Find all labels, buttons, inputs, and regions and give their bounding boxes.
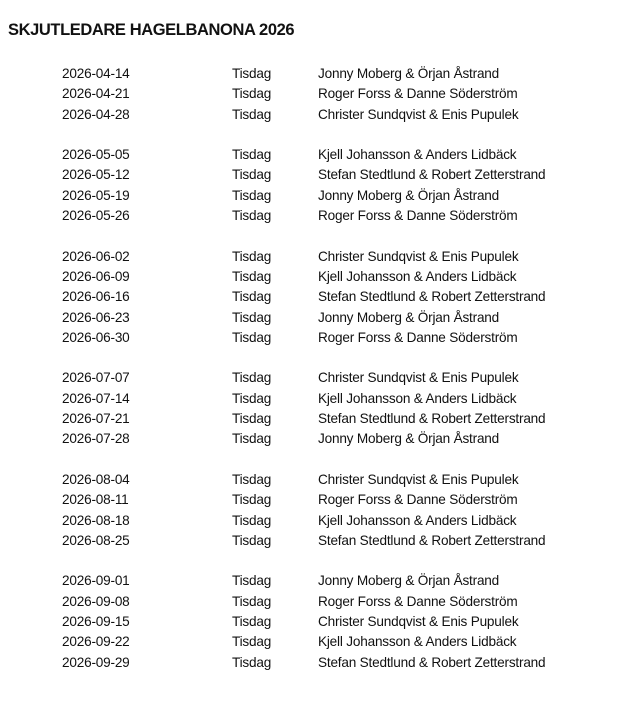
shooting-leaders: Jonny Moberg & Örjan Åstrand — [318, 309, 500, 325]
date: 2026-09-29 — [62, 654, 130, 670]
day: Tisdag — [232, 532, 272, 548]
schedule-row — [0, 84, 644, 104]
date: 2026-04-21 — [62, 86, 130, 102]
date: 2026-08-11 — [62, 492, 129, 508]
schedule-row — [0, 267, 644, 287]
date: 2026-07-28 — [62, 431, 130, 447]
schedule-row — [0, 186, 644, 206]
date: 2026-05-26 — [62, 208, 130, 224]
schedule-row — [0, 470, 644, 490]
shooting-leaders: Stefan Stedtlund & Robert Zetterstrand — [318, 289, 546, 305]
shooting-leaders: Roger Forss & Danne Söderström — [318, 208, 518, 224]
day: Tisdag — [232, 431, 272, 447]
date: 2026-06-02 — [62, 248, 130, 264]
date: 2026-05-05 — [62, 147, 130, 163]
date: 2026-09-01 — [62, 573, 130, 589]
shooting-leaders: Roger Forss & Danne Söderström — [318, 593, 518, 609]
day: Tisdag — [232, 289, 272, 305]
day: Tisdag — [232, 370, 272, 386]
date: 2026-08-18 — [62, 512, 130, 528]
group-spacer — [0, 450, 644, 470]
shooting-leaders: Stefan Stedtlund & Robert Zetterstrand — [318, 532, 546, 548]
schedule-row — [0, 612, 644, 632]
schedule-row — [0, 632, 644, 652]
day: Tisdag — [232, 268, 272, 284]
schedule-row — [0, 206, 644, 226]
day: Tisdag — [232, 167, 272, 183]
day: Tisdag — [232, 614, 272, 630]
schedule-row — [0, 490, 644, 510]
schedule-row — [0, 571, 644, 591]
date: 2026-06-30 — [62, 329, 130, 345]
schedule-row — [0, 105, 644, 125]
day: Tisdag — [232, 66, 272, 81]
day: Tisdag — [232, 411, 272, 427]
day: Tisdag — [232, 654, 272, 670]
date: 2026-08-25 — [62, 532, 130, 548]
shooting-leaders: Kjell Johansson & Anders Lidbäck — [318, 634, 517, 650]
shooting-leaders: Kjell Johansson & Anders Lidbäck — [318, 390, 517, 406]
day: Tisdag — [232, 471, 272, 487]
shooting-leaders: Christer Sundqvist & Enis Pupulek — [318, 370, 519, 386]
shooting-leaders: Stefan Stedtlund & Robert Zetterstrand — [318, 411, 546, 427]
date: 2026-09-15 — [62, 614, 130, 630]
schedule-row — [0, 429, 644, 449]
day: Tisdag — [232, 106, 272, 122]
day: Tisdag — [232, 187, 272, 203]
shooting-leaders: Jonny Moberg & Örjan Åstrand — [318, 573, 500, 589]
shooting-leaders: Jonny Moberg & Örjan Åstrand — [318, 187, 500, 203]
schedule-row — [0, 145, 644, 165]
shooting-leaders: Roger Forss & Danne Söderström — [318, 86, 518, 102]
date: 2026-04-14 — [62, 66, 130, 81]
schedule-row — [0, 368, 644, 388]
day: Tisdag — [232, 390, 272, 406]
day: Tisdag — [232, 329, 272, 345]
day: Tisdag — [232, 309, 272, 325]
schedule-row — [0, 409, 644, 429]
schedule-row — [0, 64, 644, 84]
date: 2026-06-16 — [62, 289, 130, 305]
schedule-row — [0, 653, 644, 673]
shooting-leaders: Christer Sundqvist & Enis Pupulek — [318, 471, 519, 487]
day: Tisdag — [232, 492, 272, 508]
schedule-row — [0, 531, 644, 551]
date: 2026-04-28 — [62, 106, 130, 122]
day: Tisdag — [232, 86, 272, 102]
shooting-leaders: Stefan Stedtlund & Robert Zetterstrand — [318, 654, 546, 670]
group-spacer — [0, 226, 644, 246]
date: 2026-07-21 — [62, 411, 130, 427]
day: Tisdag — [232, 208, 272, 224]
date: 2026-05-19 — [62, 187, 130, 203]
schedule-row — [0, 328, 644, 348]
shooting-leaders: Kjell Johansson & Anders Lidbäck — [318, 512, 517, 528]
date: 2026-05-12 — [62, 167, 130, 183]
day: Tisdag — [232, 512, 272, 528]
day: Tisdag — [232, 593, 272, 609]
group-spacer — [0, 551, 644, 571]
schedule-row — [0, 592, 644, 612]
shooting-leaders: Stefan Stedtlund & Robert Zetterstrand — [318, 167, 546, 183]
page-title: SKJUTLEDARE HAGELBANONA 2026 — [8, 21, 295, 39]
shooting-leaders: Christer Sundqvist & Enis Pupulek — [318, 614, 519, 630]
date: 2026-07-14 — [62, 390, 130, 406]
shooting-leaders: Kjell Johansson & Anders Lidbäck — [318, 268, 517, 284]
date: 2026-06-09 — [62, 268, 130, 284]
shooting-leaders: Christer Sundqvist & Enis Pupulek — [318, 248, 519, 264]
schedule-row — [0, 308, 644, 328]
shooting-leaders: Roger Forss & Danne Söderström — [318, 329, 518, 345]
schedule-row — [0, 511, 644, 531]
schedule-row — [0, 165, 644, 185]
date: 2026-09-22 — [62, 634, 130, 650]
schedule-row — [0, 247, 644, 267]
shooting-leaders: Roger Forss & Danne Söderström — [318, 492, 518, 508]
day: Tisdag — [232, 634, 272, 650]
shooting-leaders: Kjell Johansson & Anders Lidbäck — [318, 147, 517, 163]
shooting-leaders: Christer Sundqvist & Enis Pupulek — [318, 106, 519, 122]
day: Tisdag — [232, 248, 272, 264]
schedule-row — [0, 389, 644, 409]
schedule-row — [0, 287, 644, 307]
date: 2026-07-07 — [62, 370, 130, 386]
shooting-leaders: Jonny Moberg & Örjan Åstrand — [318, 66, 500, 81]
day: Tisdag — [232, 147, 272, 163]
day: Tisdag — [232, 573, 272, 589]
date: 2026-08-04 — [62, 471, 130, 487]
schedule-list — [0, 64, 644, 673]
date: 2026-09-08 — [62, 593, 130, 609]
date: 2026-06-23 — [62, 309, 130, 325]
group-spacer — [0, 348, 644, 368]
group-spacer — [0, 125, 644, 145]
shooting-leaders: Jonny Moberg & Örjan Åstrand — [318, 431, 500, 447]
